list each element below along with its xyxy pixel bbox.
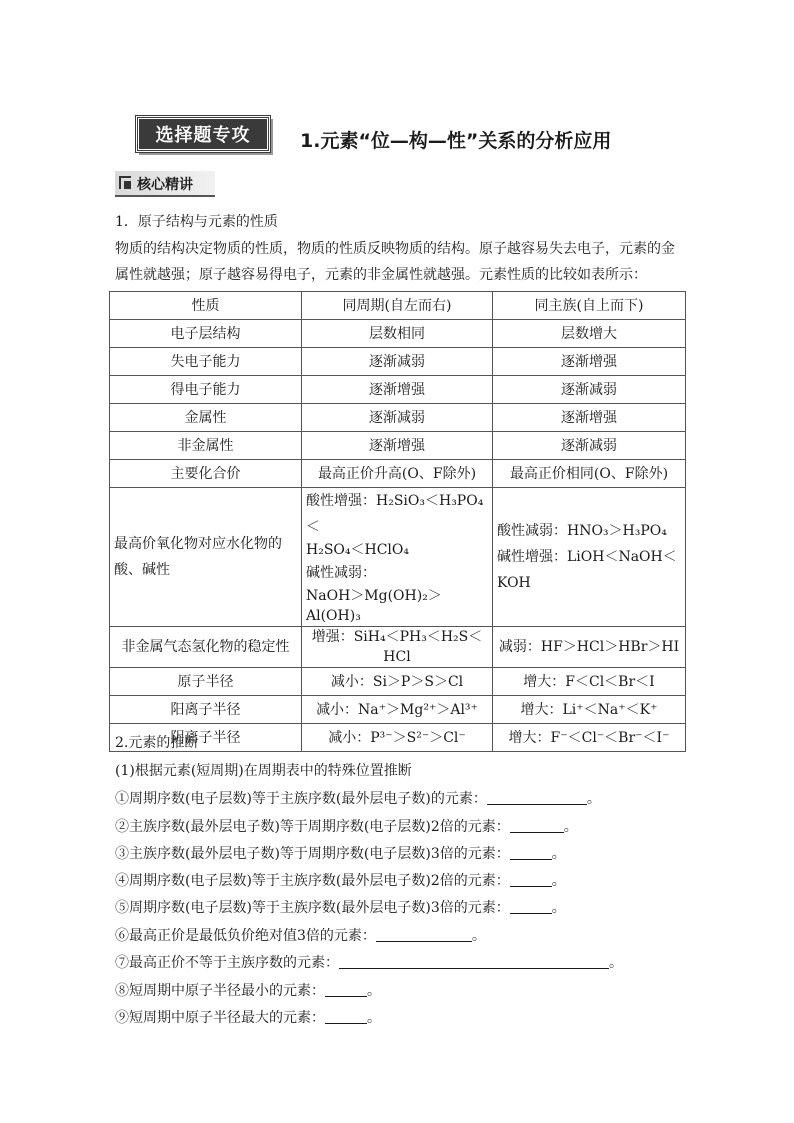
table-header-cell: 同主族(自上而下) [493,292,686,320]
property-name: 原子半径 [110,668,302,696]
table-row [110,696,686,724]
period-trend: 层数相同 [302,320,493,348]
property-name: 非金属性 [110,432,302,460]
property-name: 主要化合价 [110,460,302,488]
property-name: 失电子能力 [110,348,302,376]
question-item [115,789,601,809]
question-item [115,844,566,864]
group-trend: 逐渐减弱 [493,432,686,460]
property-name: 金属性 [110,404,302,432]
element-properties-table [109,291,686,752]
question-item [115,898,566,918]
answer-blank[interactable] [510,872,552,887]
answer-blank[interactable] [487,790,587,805]
table-row [110,348,686,376]
period-trend [302,488,493,627]
question-text: ②主族序数(最外层电子数)等于周期序数(电子层数)2倍的元素： [115,819,510,835]
intro-line-1: 物质的结构决定物质的性质，物质的性质反映物质的结构。原子越容易失去电子，元素的金 [115,241,675,257]
group-trend: 增大：F⁻＜Cl⁻＜Br⁻＜I⁻ [493,724,686,752]
period-trend: 最高正价升高(O、F除外) [302,460,493,488]
question-text: ⑧短周期中原子半径最小的元素： [115,983,325,999]
group-trend: 增大：F＜Cl＜Br＜I [493,668,686,696]
period-trend: 逐渐减弱 [302,348,493,376]
group-trend: 最高正价相同(O、F除外) [493,460,686,488]
topic-badge [136,116,270,152]
end-mark: 。 [586,791,601,807]
end-mark: 。 [609,955,623,971]
question-text: ③主族序数(最外层电子数)等于周期序数(电子层数)3倍的元素： [115,846,510,862]
table-row [110,668,686,696]
label-line: 酸、碱性 [114,562,170,578]
property-name: 阳离子半径 [110,696,302,724]
table-row-acid-base [110,488,686,627]
end-mark: 。 [367,1010,381,1026]
group-trend: 减弱：HF＞HCl＞HBr＞HI [493,627,686,668]
table-row [110,404,686,432]
answer-blank[interactable] [376,927,472,942]
group-trend [493,488,686,627]
group-trend: 逐渐增强 [493,348,686,376]
end-mark: 。 [471,928,486,944]
question-item [115,817,578,837]
property-name: 非金属气态氢化物的稳定性 [110,627,302,668]
question-item [115,871,566,891]
answer-blank[interactable] [510,845,552,860]
question-text: ⑨短周期中原子半径最大的元素： [115,1010,325,1026]
question-item [115,1008,381,1028]
page-title: 1.元素“位—构—性”关系的分析应用 [300,130,612,152]
topic-badge-label: 选择题专攻 [155,125,251,146]
intro-line-2: 属性就越强；原子越容易得电子，元素的非金属性就越强。元素性质的比较如表所示： [115,267,647,283]
period-trend: 减小：P³⁻＞S²⁻＞Cl⁻ [302,724,493,752]
group-trend: 层数增大 [493,320,686,348]
question-text: ④周期序数(电子层数)等于主族序数(最外层电子数)2倍的元素： [115,873,510,889]
part2-subheading: (1)根据元素(短周期)在周期表中的特殊位置推断 [115,763,412,779]
question-text: ⑤周期序数(电子层数)等于主族序数(最外层电子数)3倍的元素： [115,900,510,916]
table-header-row [110,292,686,320]
period-trend: 减小：Si＞P＞S＞Cl [302,668,493,696]
answer-blank[interactable] [325,982,367,997]
group-trend: 逐渐减弱 [493,376,686,404]
period-trend: 增强：SiH₄＜PH₃＜H₂S＜HCl [302,627,493,668]
question-text: ①周期序数(电子层数)等于主族序数(最外层电子数)的元素： [115,791,487,807]
group-line: 酸性减弱：HNO₃＞H₃PO₄ [497,523,667,539]
answer-blank[interactable] [325,1009,367,1024]
table-row [110,376,686,404]
property-name: 阴离子半径 [110,724,302,752]
end-mark: 。 [367,983,381,999]
question-item [115,953,623,973]
question-text: ⑦最高正价不等于主族序数的元素： [115,955,339,971]
table-row [110,460,686,488]
section-marker-icon [119,176,131,189]
part2-heading: 2.元素的推断 [115,735,199,751]
property-name [110,488,302,627]
period-trend: 减小：Na⁺＞Mg²⁺＞Al³⁺ [302,696,493,724]
part1-heading: 1．原子结构与元素的性质 [115,214,278,230]
period-trend: 逐渐增强 [302,432,493,460]
period-line: NaOH＞Mg(OH)₂＞Al(OH)₃ [306,588,442,624]
period-trend: 逐渐减弱 [302,404,493,432]
property-name: 得电子能力 [110,376,302,404]
group-line: 碱性增强：LiOH＜NaOH＜ [497,549,677,565]
section-header [115,171,215,197]
question-item [115,926,486,946]
section-title: 核心精讲 [137,177,193,193]
end-mark: 。 [551,873,566,889]
table-header-cell: 同周期(自左而右) [302,292,493,320]
answer-blank[interactable] [339,954,609,969]
group-line: KOH [497,575,531,591]
table-header-cell: 性质 [110,292,302,320]
answer-blank[interactable] [510,899,552,914]
group-trend: 逐渐增强 [493,404,686,432]
table-row [110,432,686,460]
period-line: 碱性减弱： [306,565,376,581]
property-name: 电子层结构 [110,320,302,348]
label-line: 最高价氧化物对应水化物的 [114,536,282,552]
end-mark: 。 [551,900,566,916]
question-item [115,981,381,1001]
period-line: H₂SO₄＜HClO₄ [306,542,409,558]
table-row [110,627,686,668]
table-row [110,320,686,348]
period-trend: 逐渐增强 [302,376,493,404]
question-text: ⑥最高正价是最低负价绝对值3倍的元素： [115,928,376,944]
period-line: 酸性增强：H₂SiO₃＜H₃PO₄＜ [306,493,484,535]
end-mark: 。 [551,846,566,862]
group-trend: 增大：Li⁺＜Na⁺＜K⁺ [493,696,686,724]
answer-blank[interactable] [510,818,564,833]
end-mark: 。 [563,819,578,835]
